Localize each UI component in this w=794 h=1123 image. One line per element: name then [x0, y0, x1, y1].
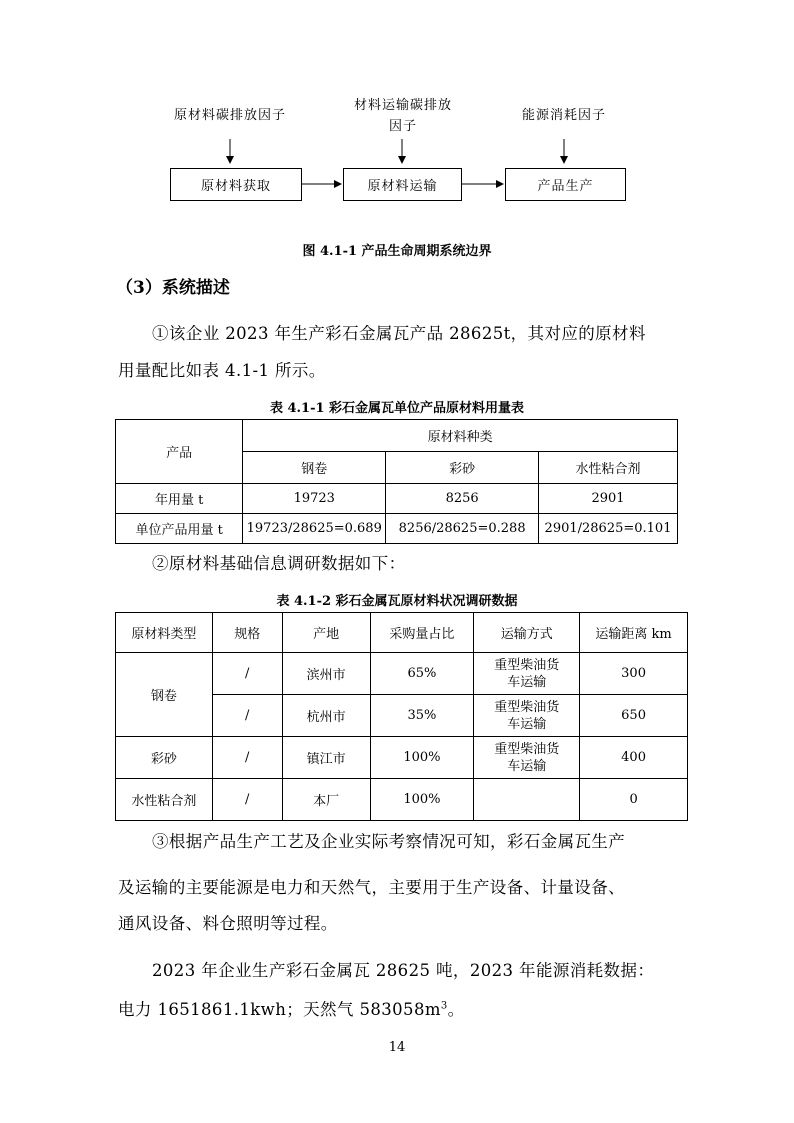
table-cell: /: [212, 779, 282, 821]
transport-cell: [474, 653, 580, 695]
material-type-cell: 彩砂: [116, 737, 213, 779]
column-header: 运输方式: [474, 613, 580, 653]
column-header: 产地: [282, 613, 370, 653]
header-material: 水性粘合剂: [539, 452, 678, 484]
table-cell: 8256: [386, 484, 539, 514]
table-cell: 300: [580, 653, 688, 695]
table-cell: 镇江市: [282, 737, 370, 779]
header-material-group: 原材料种类: [243, 420, 678, 452]
row-label: 单位产品用量 t: [116, 514, 243, 544]
table-cell: 滨州市: [282, 653, 370, 695]
column-header: 采购量占比: [370, 613, 474, 653]
transport-line: 车运输: [507, 674, 547, 690]
header-product: 产品: [116, 420, 243, 484]
table-cell: 65%: [370, 653, 474, 695]
table-cell: 8256/28625=0.288: [386, 514, 539, 544]
table-row: [116, 737, 688, 779]
para3-line2: 及运输的主要能源是电力和天然气，主要用于生产设备、计量设备、: [118, 878, 625, 897]
material-type-cell: 水性粘合剂: [116, 779, 213, 821]
table-cell: /: [212, 737, 282, 779]
energy-text: 电力 1651861.1kwh；天然气 583058m: [118, 1000, 441, 1019]
table-material-usage: [115, 419, 678, 544]
transport-line: 重型柴油货: [494, 699, 560, 715]
transport-line: 重型柴油货: [494, 741, 560, 757]
transport-cell: [474, 737, 580, 779]
header-material: 钢卷: [243, 452, 386, 484]
column-header: 规格: [212, 613, 282, 653]
page-number: 14: [388, 1040, 406, 1055]
box-production: 产品生产: [505, 168, 626, 201]
table-cell: 19723/28625=0.689: [243, 514, 386, 544]
factor-transport-line2: 因子: [388, 119, 417, 134]
factor-transport-line1: 材料运输碳排放: [353, 98, 452, 113]
para4-line2: [118, 996, 465, 1020]
para3-line1: ③根据产品生产工艺及企业实际考察情况可知，彩石金属瓦生产: [152, 832, 626, 851]
transport-cell: [474, 695, 580, 737]
table-cell: 2901: [539, 484, 678, 514]
table1-caption: 表 4.1-1 彩石金属瓦单位产品原材料用量表: [269, 401, 525, 416]
transport-cell: [474, 779, 580, 821]
para2: ②原材料基础信息调研数据如下：: [152, 554, 406, 573]
material-type-cell: 钢卷: [116, 653, 213, 737]
factor-raw-material: 原材料碳排放因子: [173, 108, 286, 123]
table-cell: 本厂: [282, 779, 370, 821]
para1-line2: 用量配比如表 4.1-1 所示。: [118, 361, 326, 380]
table-row: [116, 779, 688, 821]
table-row: [116, 653, 688, 695]
table-material-survey: [115, 612, 688, 821]
transport-line: 车运输: [507, 716, 547, 732]
table-cell: 杭州市: [282, 695, 370, 737]
energy-text-end: 。: [447, 1000, 465, 1019]
table-cell: 0: [580, 779, 688, 821]
column-header: 运输距离 km: [580, 613, 688, 653]
transport-line: 重型柴油货: [494, 657, 560, 673]
table2-caption: 表 4.1-2 彩石金属瓦原材料状况调研数据: [276, 594, 518, 609]
table-cell: 19723: [243, 484, 386, 514]
box-raw-transport: 原材料运输: [343, 168, 462, 201]
para1-line1: ①该企业 2023 年生产彩石金属瓦产品 28625t，其对应的原材料: [152, 324, 646, 343]
table-row: [116, 484, 678, 514]
row-label: 年用量 t: [116, 484, 243, 514]
factor-energy: 能源消耗因子: [521, 108, 606, 123]
table-cell: /: [212, 653, 282, 695]
superscript: 3: [440, 1000, 448, 1012]
table-header-row: [116, 613, 688, 653]
column-header: 原材料类型: [116, 613, 213, 653]
table-cell: 650: [580, 695, 688, 737]
table-cell: 100%: [370, 737, 474, 779]
table-cell: 35%: [370, 695, 474, 737]
table-cell: 400: [580, 737, 688, 779]
table-cell: 100%: [370, 779, 474, 821]
para4-line1: 2023 年企业生产彩石金属瓦 28625 吨，2023 年能源消耗数据：: [152, 961, 655, 980]
box-raw-acquisition: 原材料获取: [170, 168, 302, 201]
para3-line3: 通风设备、料仓照明等过程。: [118, 914, 338, 933]
table-cell: /: [212, 695, 282, 737]
table-cell: 2901/28625=0.101: [539, 514, 678, 544]
section-heading: （3）系统描述: [116, 278, 230, 298]
table-row: [116, 514, 678, 544]
figure-caption: 图 4.1-1 产品生命周期系统边界: [302, 244, 492, 259]
header-material: 彩砂: [386, 452, 539, 484]
transport-line: 车运输: [507, 758, 547, 774]
